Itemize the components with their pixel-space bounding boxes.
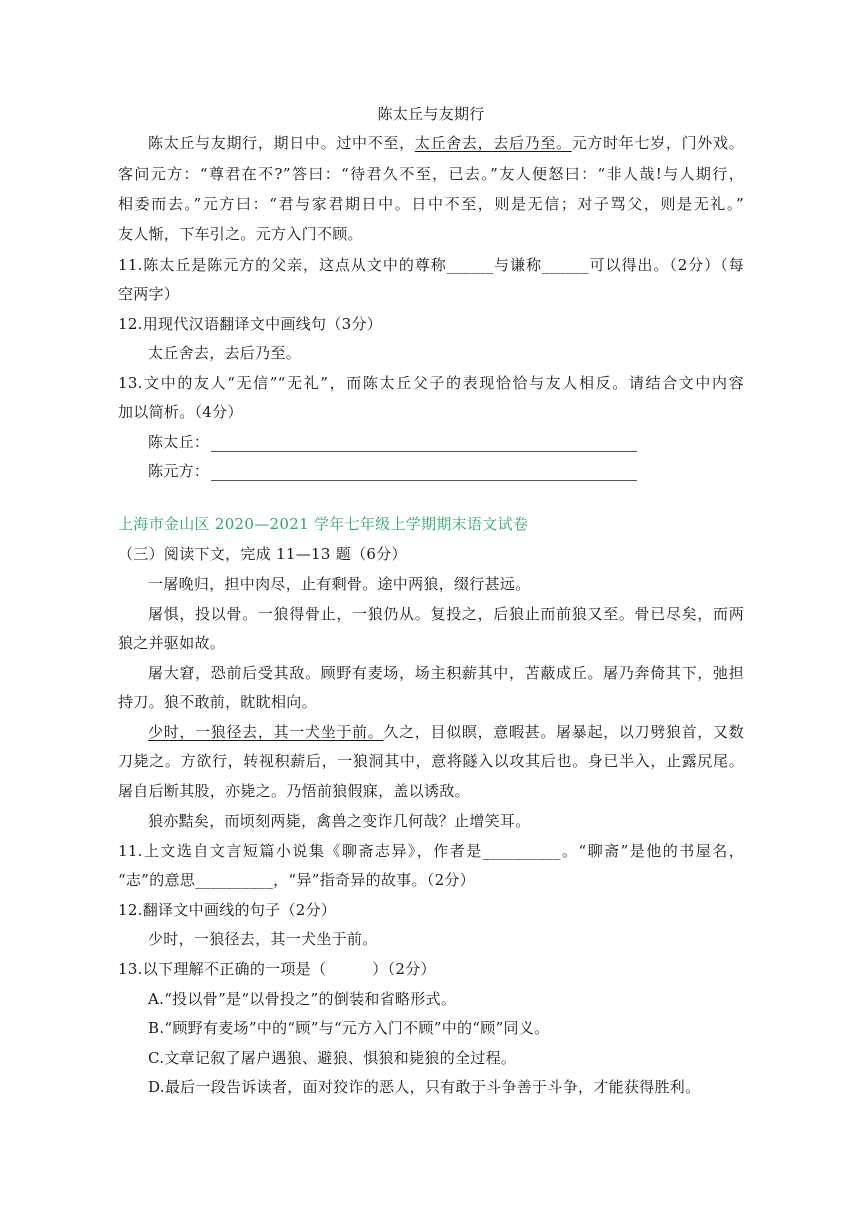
passage-line: 少时，一狼径去，其一犬坐于前。久之，目似瞑，意暇甚。屠暴起，以刀劈狼首，又数: [148, 723, 744, 741]
answer-line-chenyuanfang: 陈元方：: [148, 461, 637, 481]
passage-line: 狼之并驱如故。: [118, 634, 226, 652]
question-11: 11.陈太丘是陈元方的父亲，这点从文中的尊称______与谦称______可以得出。（2分）（每: [118, 256, 744, 274]
option-c: C.文章记叙了屠户遇狼、避狼、惧狼和毙狼的全过程。: [148, 1049, 517, 1067]
question-12-sentence: 太丘舍去，去后乃至。: [148, 344, 302, 362]
underlined-sentence: 少时，一狼径去，其一犬坐于前。: [148, 723, 384, 741]
question-11-cont: 空两字）: [118, 285, 180, 303]
passage-line: 狼亦黠矣，而顷刻两毙，禽兽之变诈几何哉？止增笑耳。: [148, 812, 531, 830]
passage-line: 陈太丘与友期行，期日中。过中不至，太丘舍去，去后乃至。元方时年七岁，门外戏。: [148, 134, 744, 152]
passage-line: 一屠晚归，担中肉尽，止有剩骨。途中两狼，缀行甚远。: [148, 575, 531, 593]
option-b: B.“顾野有麦场”中的“顾”与“元方入门不顾”中的“顾”同义。: [148, 1019, 550, 1037]
passage-line: 屠自后断其股，亦毙之。乃悟前狼假寐，盖以诱敌。: [118, 782, 470, 800]
passage-line: 刀毙之。方欲行，转视积薪后，一狼洞其中，意将隧入以攻其后也。身已半入，止露尻尾。: [118, 752, 744, 770]
exam-source: 上海市金山区 2020—2021 学年七年级上学期期末语文试卷: [118, 515, 529, 533]
question-13: 13.以下理解不正确的一项是（ ）（2分）: [118, 960, 436, 978]
passage-line: 屠大窘，恐前后受其敌。顾野有麦场，场主积薪其中，苫蔽成丘。屠乃奔倚其下，弛担: [148, 664, 744, 682]
section-intro: （三）阅读下文，完成 11—13 题（6分）: [118, 545, 407, 563]
passage-line: 客问元方：“尊君在不?”答曰：“待君久不至，已去。”友人便怒曰：“非人哉!与人期行，: [118, 165, 744, 183]
answer-rule[interactable]: [211, 437, 637, 452]
underlined-sentence: 太丘舍去，去后乃至。: [414, 134, 572, 152]
passage-title: 陈太丘与友期行: [377, 105, 485, 123]
passage-line: 持刀。狼不敢前，眈眈相向。: [118, 693, 317, 711]
question-11-cont: “志”的意思__________，“异”指奇异的故事。（2分）: [118, 871, 476, 889]
answer-rule[interactable]: [211, 466, 637, 481]
question-12: 12.翻译文中画线的句子（2分）: [118, 901, 337, 919]
option-d: D.最后一段告诉读者，面对狡诈的恶人，只有敢于斗争善于斗争，才能获得胜利。: [148, 1078, 701, 1096]
passage-line: 屠惧，投以骨。一狼得骨止，一狼仍从。复投之，后狼止而前狼又至。骨已尽矣，而两: [148, 605, 744, 623]
question-13: 13.文中的友人“无信”“无礼”，而陈太丘父子的表现恰恰与友人相反。请结合文中内容: [118, 374, 744, 392]
passage-line: 友人惭，下车引之。元方入门不顾。: [118, 225, 363, 243]
passage-line: 相委而去。”元方曰：“君与家君期日中。日中不至，则是无信；对子骂父，则是无礼。”: [118, 195, 744, 213]
option-a: A.“投以骨”是“以骨投之”的倒装和省略形式。: [148, 990, 457, 1008]
question-12: 12.用现代汉语翻译文中画线句（3分）: [118, 315, 383, 333]
answer-line-chentaiqiu: 陈太丘：: [148, 432, 637, 452]
question-11: 11.上文选自文言短篇小说集《聊斋志异》，作者是__________。“聊斋”是他的书屋名，: [118, 842, 744, 860]
question-12-sentence: 少时，一狼径去，其一犬坐于前。: [148, 930, 378, 948]
question-13-cont: 加以简析。（4分）: [118, 403, 243, 421]
